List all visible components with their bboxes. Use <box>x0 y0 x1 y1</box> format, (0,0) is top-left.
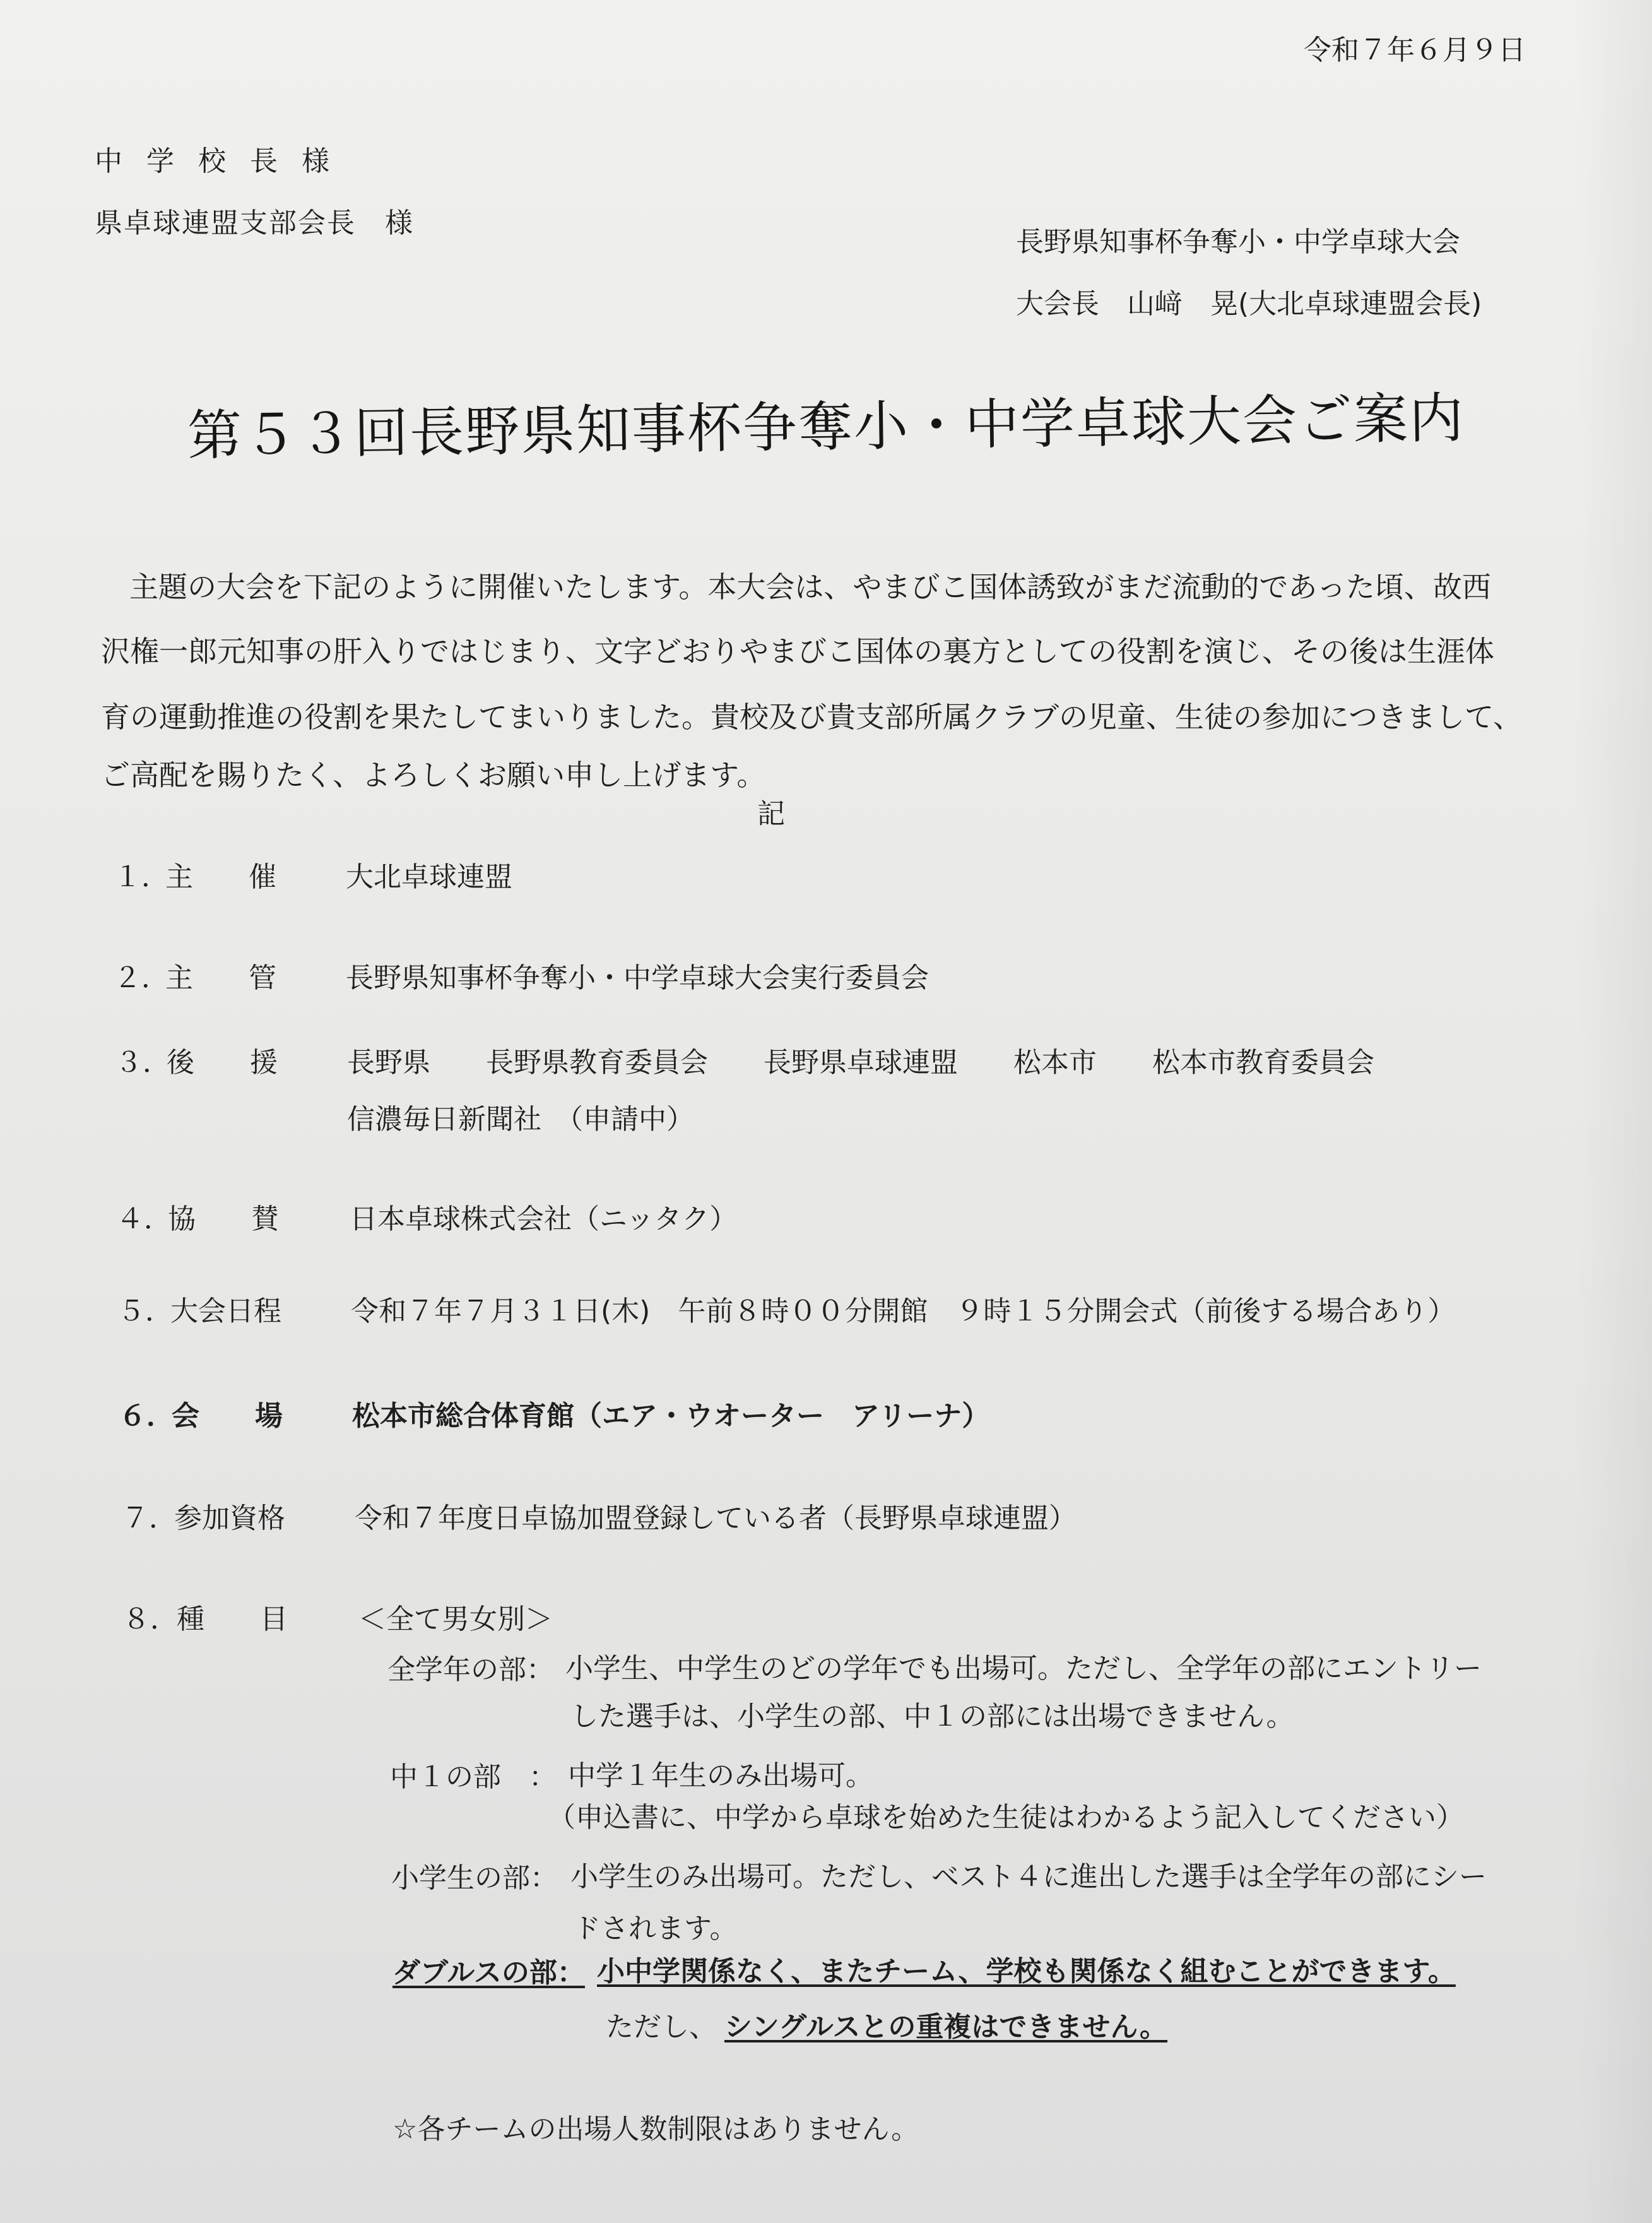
event-elementary-label: 小学生の部： <box>391 1862 558 1894</box>
participation-note: ☆各チームの出場人数制限はありません。 <box>392 2113 919 2145</box>
event-all-grades-line-1: 小学生、中学生のどの学年でも出場可。ただし、全学年の部にエントリー <box>565 1652 1482 1685</box>
item-label-support: 後 援 <box>167 1046 278 1079</box>
item-label-eligibility: 参加資格 <box>174 1502 285 1534</box>
item-value-support-2: 信濃毎日新聞社 （申請中） <box>347 1103 694 1135</box>
item-label-cosponsor: 協 賛 <box>168 1203 279 1235</box>
item-value-venue: 松本市総合体育館（エア・ウオーター アリーナ） <box>352 1400 990 1432</box>
item-value-cosponsor: 日本卓球株式会社（ニッタク） <box>350 1203 738 1235</box>
event-elementary-line-1: 小学生のみ出場可。ただし、ベスト４に進出した選手は全学年の部にシー <box>570 1861 1487 1893</box>
item-label-venue: 会 場 <box>172 1400 283 1432</box>
intro-line-1: 主題の大会を下記のように開催いたします。本大会は、やまびこ国体誘致がまだ流動的であった頃、故西 <box>129 570 1491 604</box>
item-label-sponsor: 主 催 <box>165 861 276 893</box>
event-doubles-label: ダブルスの部： <box>392 1957 585 1989</box>
sender-president: 大会長 山﨑 晃(大北卓球連盟会長) <box>1016 288 1482 320</box>
item-value-schedule: 令和７年７月３１日(木) 午前８時００分開館 ９時１５分開会式（前後する場合あり） <box>351 1295 1456 1327</box>
intro-line-4: ご高配を賜りたく、よろしくお願い申し上げます。 <box>101 758 766 792</box>
item-number: ７． <box>121 1502 177 1534</box>
event-doubles-line-1: 小中学関係なく、またチーム、学校も関係なく組むことができます。 <box>597 1955 1456 1988</box>
addressee-branch-chief: 県卓球連盟支部会長 様 <box>95 207 414 239</box>
ki-heading: 記 <box>757 798 785 830</box>
item-value-eligibility: 令和７年度日卓協加盟登録している者（長野県卓球連盟） <box>355 1502 1077 1534</box>
event-jh1-label: 中１の部 ： <box>390 1761 557 1793</box>
event-elementary-line-2: ドされます。 <box>573 1912 738 1945</box>
event-jh1-line-2: （申込書に、中学から卓球を始めた生徒はわかるよう記入してください） <box>548 1801 1464 1834</box>
event-all-grades-line-2: した選手は、小学生の部、中１の部には出場できません。 <box>570 1700 1294 1733</box>
item-value-support: 長野県 長野県教育委員会 長野県卓球連盟 松本市 松本市教育委員会 <box>347 1046 1374 1079</box>
item-label-organizer: 主 管 <box>165 962 276 994</box>
page-shadow <box>1576 0 1652 2223</box>
item-value-sponsor: 大北卓球連盟 <box>346 861 512 893</box>
item-number: ８． <box>122 1603 178 1635</box>
event-jh1-line-1: 中学１年生のみ出場可。 <box>568 1760 873 1792</box>
item-number: ６． <box>119 1400 174 1432</box>
document-date: 令和７年６月９日 <box>1304 34 1526 66</box>
item-number: ３． <box>115 1046 170 1079</box>
item-value-events: ＜全て男女別＞ <box>358 1603 553 1635</box>
item-value-organizer: 長野県知事杯争奪小・中学卓球大会実行委員会 <box>346 962 929 994</box>
item-number: ２． <box>114 962 169 994</box>
item-label-events: 種 目 <box>177 1603 288 1635</box>
event-doubles-line-2b: シングルスとの重複はできません。 <box>724 2011 1168 2043</box>
sender-organization: 長野県知事杯争奪小・中学卓球大会 <box>1016 226 1460 258</box>
event-all-grades-label: 全学年の部： <box>387 1654 554 1686</box>
item-label-schedule: 大会日程 <box>170 1295 281 1327</box>
intro-line-3: 育の運動推進の役割を果たしてまいりました。貴校及び貴支部所属クラブの児童、生徒の参加につきまして、 <box>101 700 1523 734</box>
item-number: １． <box>114 861 169 893</box>
addressee-principal: 中学校長様 <box>95 145 353 177</box>
item-number: ４． <box>116 1203 172 1235</box>
intro-line-2: 沢権一郎元知事の肝入りではじまり、文字どおりやまびこ国体の裏方としての役割を演じ、その後は生涯体 <box>101 634 1494 668</box>
event-doubles-line-2a: ただし、 <box>606 2011 717 2043</box>
document-title: 第５３回長野県知事杯争奪小・中学卓球大会ご案内 <box>187 386 1465 468</box>
item-number: ５． <box>117 1295 173 1327</box>
